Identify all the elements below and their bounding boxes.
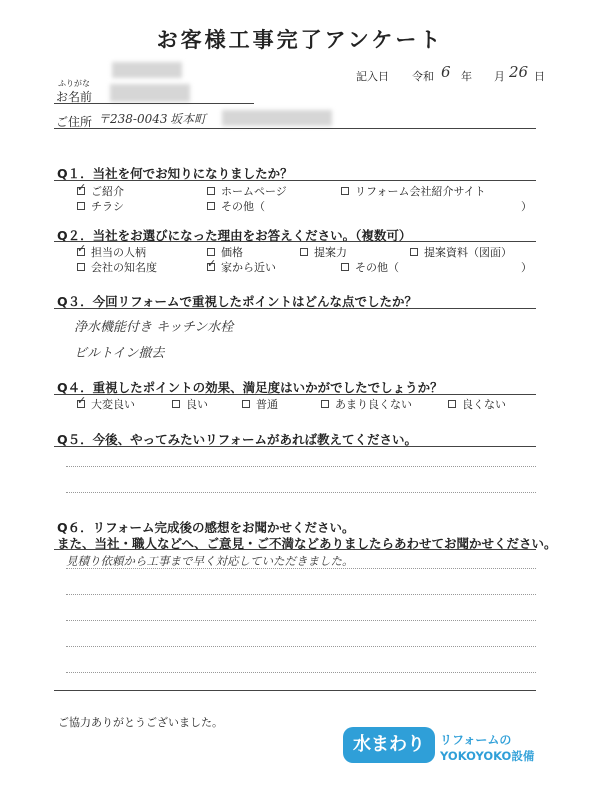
q6-answer-line — [66, 568, 536, 569]
q2-title: Q２．当社をお選びになった理由をお答えください。（複数可） — [57, 228, 412, 243]
q2-underline — [54, 241, 536, 242]
q4-option-good[interactable]: 良い — [172, 396, 208, 412]
q1-option-referral[interactable]: ✓ ご紹介 — [77, 181, 124, 198]
q6-answer-line — [66, 646, 536, 647]
q6-underline — [54, 549, 536, 550]
checkbox[interactable] — [77, 181, 87, 195]
checkbox[interactable] — [341, 187, 349, 195]
q1-underline — [54, 180, 536, 181]
q6-title-1: Q６．リフォーム完成後の感想をお聞かせください。 — [57, 520, 355, 535]
q2-option-proposal[interactable]: 提案力 — [300, 244, 347, 260]
checkbox[interactable] — [207, 187, 215, 195]
q6-title-2: また、当社・職人などへ、ご意見・ご不満などありましたらあわせてお聞かせください。 — [57, 536, 557, 551]
q4-option-very-good[interactable]: ✓ 大変良い — [77, 394, 135, 411]
company-logo-sub: リフォームの — [440, 733, 512, 747]
address-postal: 〒238-0043 — [98, 112, 168, 126]
era-label: 令和 — [412, 70, 434, 83]
checkbox[interactable] — [172, 400, 180, 408]
address-underline — [54, 128, 536, 129]
q2-option-reputation[interactable]: 会社の知名度 — [77, 259, 157, 275]
q1-option-homepage[interactable]: ホームページ — [207, 183, 287, 199]
checkbox[interactable] — [300, 248, 308, 256]
furigana-label: ふりがな — [58, 79, 90, 88]
q4-underline — [54, 394, 536, 395]
q1-title: Q１．当社を何でお知りになりましたか？ — [57, 166, 293, 181]
q4-title: Q４．重視したポイントの効果、満足度はいかがでしたでしょうか？ — [57, 380, 443, 395]
q5-underline — [54, 446, 536, 447]
q1-option-flyer[interactable]: チラシ — [77, 198, 124, 214]
company-logo: 水まわり — [343, 727, 435, 763]
year-unit: 年 — [461, 70, 472, 83]
q1-option-referral-site[interactable]: リフォーム会社紹介サイト — [341, 183, 486, 199]
q5-title: Q５．今後、やってみたいリフォームがあれば教えてください。 — [57, 432, 418, 447]
checkbox[interactable] — [207, 248, 215, 256]
checkbox[interactable] — [242, 400, 250, 408]
redacted-address — [222, 110, 332, 126]
check-mark-icon: ✓ — [77, 181, 87, 194]
q5-answer-line — [66, 492, 536, 493]
q5-answer-line — [66, 466, 536, 467]
checkbox[interactable] — [77, 263, 85, 271]
checkbox[interactable] — [77, 242, 87, 256]
q4-option-normal[interactable]: 普通 — [242, 396, 278, 412]
check-mark-icon: ✓ — [207, 257, 217, 270]
q1-close-paren: ） — [521, 200, 532, 213]
checkbox[interactable] — [207, 202, 215, 210]
q2-option-personality[interactable]: ✓ 担当の人柄 — [77, 242, 146, 259]
month-unit: 月 — [494, 70, 505, 83]
address-town: 坂本町 — [170, 112, 207, 126]
check-mark-icon: ✓ — [77, 394, 87, 407]
day-value: 26 — [509, 63, 529, 81]
name-label: お名前 — [56, 90, 93, 104]
checkbox[interactable] — [410, 248, 418, 256]
q6-bottom-line — [54, 690, 536, 691]
name-underline — [54, 103, 254, 104]
q2-option-other[interactable]: その他（ — [341, 259, 399, 275]
entry-date-label: 記入日 — [356, 70, 389, 83]
q3-title: Q３．今回リフォームで重視したポイントはどんな点でしたか？ — [57, 294, 418, 309]
q3-answer-1: 浄水機能付き キッチン水栓 — [74, 320, 234, 335]
checkbox[interactable] — [77, 394, 87, 408]
q2-close-paren: ） — [521, 261, 532, 274]
check-mark-icon: ✓ — [77, 242, 87, 255]
q3-answer-2: ビルトイン撤去 — [74, 346, 165, 361]
q4-option-not-good[interactable]: あまり良くない — [321, 396, 412, 412]
checkbox[interactable] — [321, 400, 329, 408]
checkbox[interactable] — [207, 257, 217, 271]
redacted-furigana — [112, 62, 182, 78]
year-value: 6 — [441, 63, 451, 81]
checkbox[interactable] — [341, 263, 349, 271]
q6-answer-line — [66, 594, 536, 595]
q6-answer-line — [66, 672, 536, 673]
redacted-name — [110, 84, 190, 102]
day-unit: 日 — [534, 70, 545, 83]
q4-option-bad[interactable]: 良くない — [448, 396, 506, 412]
q6-answer: 見積り依頼から工事まで早く対応していただきました。 — [66, 554, 354, 568]
q2-option-near-home[interactable]: ✓ 家から近い — [207, 257, 276, 274]
q2-option-price[interactable]: 価格 — [207, 244, 243, 260]
q2-option-proposal-docs[interactable]: 提案資料（図面） — [410, 244, 512, 260]
q3-underline — [54, 308, 536, 309]
q6-answer-line — [66, 620, 536, 621]
company-name: YOKOYOKO設備 — [440, 749, 535, 763]
checkbox[interactable] — [448, 400, 456, 408]
checkbox[interactable] — [77, 202, 85, 210]
survey-title: お客様工事完了アンケート — [156, 28, 444, 52]
q1-option-other[interactable]: その他（ — [207, 198, 265, 214]
thanks-text: ご協力ありがとうございました。 — [58, 716, 223, 729]
address-label: ご住所 — [56, 115, 93, 129]
